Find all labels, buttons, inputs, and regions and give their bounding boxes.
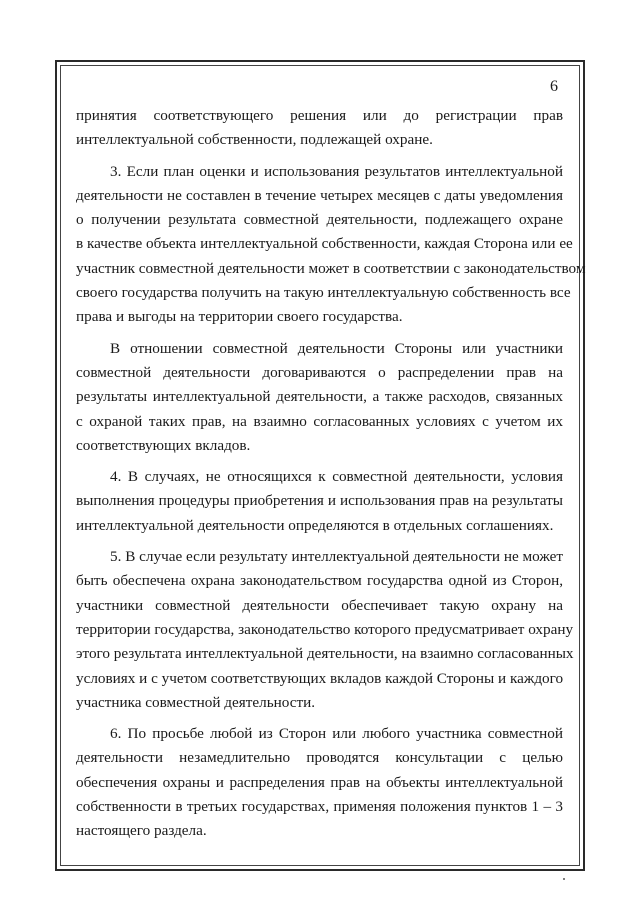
text-line: деятельности незамедлительно проводятся консультации с целью xyxy=(76,749,563,767)
page-number: 6 xyxy=(550,78,558,95)
paragraph-continuation xyxy=(76,104,563,153)
text-line: условиях и с учетом соответствующих вкладов каждой Стороны и каждого xyxy=(76,669,564,687)
text-line: 4. В случаях, не относящихся к совместной деятельности, условия xyxy=(110,468,563,486)
text-line: участника совместной деятельности. xyxy=(76,693,316,711)
text-line: быть обеспечена охрана законодательством государства одной из Сторон, xyxy=(76,572,563,590)
text-line: права и выгоды на территории своего государства. xyxy=(76,308,403,326)
text-line: обеспечения охраны и распределения прав на объекты интеллектуальной xyxy=(76,773,563,791)
text-line: в качестве объекта интеллектуальной собственности, каждая Сторона или ее xyxy=(76,235,573,253)
text-line: соответствующих вкладов. xyxy=(76,436,251,454)
text-line: совместной деятельности договариваются о распределении прав на xyxy=(76,363,563,381)
document-body xyxy=(76,104,586,851)
text-line: 6. По просьбе любой из Сторон или любого участника совместной xyxy=(110,725,563,743)
text-line: о получении результата совместной деятельности, подлежащего охране xyxy=(76,211,563,229)
text-line: деятельности не составлен в течение четырех месяцев с даты уведомления xyxy=(76,186,563,204)
text-line: результаты интеллектуальной деятельности, а также расходов, связанных xyxy=(76,388,563,406)
text-line: интеллектуальной деятельности определяются в отдельных соглашениях. xyxy=(76,516,554,534)
scan-speck xyxy=(563,878,565,880)
text-line: своего государства получить на такую интеллектуальную собственность все xyxy=(76,284,571,302)
paragraph-clause-5 xyxy=(76,545,574,715)
text-line: с охраной таких прав, на взаимно согласованных условиях с учетом их xyxy=(76,412,563,430)
text-line: участники совместной деятельности обеспечивает такую охрану на xyxy=(76,596,563,614)
text-line: настоящего раздела. xyxy=(76,822,207,840)
text-line: В отношении совместной деятельности Стороны или участники xyxy=(110,339,563,357)
text-line: 5. В случае если результату интеллектуальной деятельности не может xyxy=(110,548,563,566)
text-line: собственности в третьих государствах, применяя положения пунктов 1 – 3 xyxy=(76,798,563,816)
paragraph-joint-activity xyxy=(76,337,563,458)
text-line: выполнения процедуры приобретения и использования прав на результаты xyxy=(76,492,563,510)
text-line: участник совместной деятельности может в соответствии с законодательством xyxy=(76,259,586,277)
paragraph-clause-3 xyxy=(76,160,586,330)
text-line: территории государства, законодательство которого предусматривает охрану xyxy=(76,620,574,638)
text-line: этого результата интеллектуальной деятельности, на взаимно согласованных xyxy=(76,645,574,663)
text-line: принятия соответствующего решения или до регистрации прав xyxy=(76,107,563,124)
text-line: 3. Если план оценки и использования результатов интеллектуальной xyxy=(110,162,563,180)
paragraph-clause-6 xyxy=(76,722,563,843)
text-line: интеллектуальной собственности, подлежащей охране. xyxy=(76,131,433,149)
paragraph-clause-4 xyxy=(76,465,563,538)
